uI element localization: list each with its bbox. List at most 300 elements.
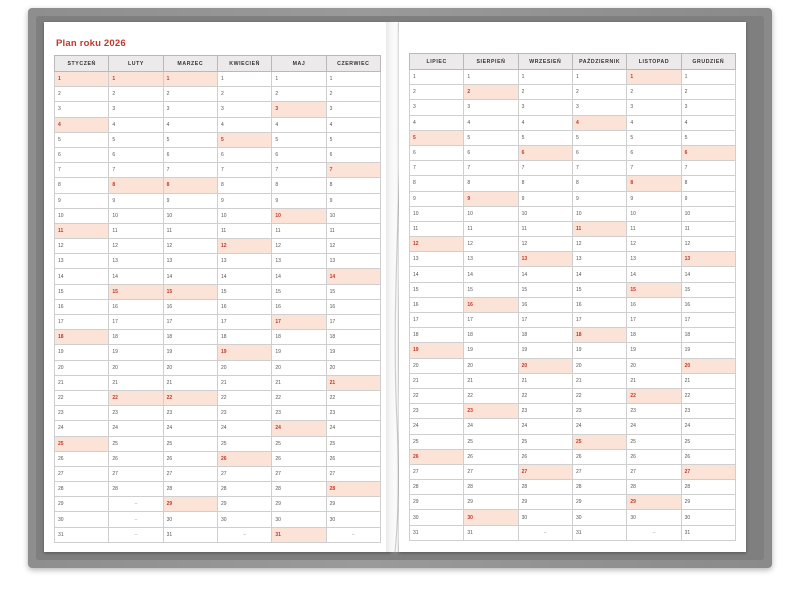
day-cell[interactable]: 2 — [109, 87, 163, 102]
day-cell[interactable]: 4 — [572, 115, 626, 130]
day-cell[interactable]: 15 — [326, 284, 380, 299]
day-cell[interactable]: 14 — [572, 267, 626, 282]
day-cell[interactable]: 16 — [55, 299, 109, 314]
day-cell[interactable]: 13 — [272, 254, 326, 269]
day-cell[interactable]: 6 — [272, 147, 326, 162]
day-cell[interactable]: 27 — [272, 466, 326, 481]
day-cell[interactable]: 15 — [55, 284, 109, 299]
day-cell[interactable]: 2 — [681, 85, 735, 100]
day-cell[interactable]: 26 — [55, 451, 109, 466]
day-cell[interactable]: 8 — [55, 178, 109, 193]
day-cell[interactable]: 2 — [572, 85, 626, 100]
day-cell[interactable]: 11 — [109, 223, 163, 238]
day-cell[interactable]: 2 — [163, 87, 217, 102]
day-cell[interactable]: 21 — [572, 373, 626, 388]
day-cell[interactable]: 7 — [217, 163, 271, 178]
day-cell[interactable]: 10 — [217, 208, 271, 223]
day-cell[interactable]: 26 — [326, 451, 380, 466]
day-cell[interactable]: 25 — [163, 436, 217, 451]
day-cell[interactable]: 20 — [272, 360, 326, 375]
day-cell[interactable]: 8 — [217, 178, 271, 193]
day-cell[interactable]: 18 — [217, 330, 271, 345]
day-cell[interactable]: 22 — [326, 390, 380, 405]
day-cell[interactable]: 29 — [55, 497, 109, 512]
day-cell[interactable]: 24 — [627, 419, 681, 434]
day-cell[interactable]: 4 — [518, 115, 572, 130]
day-cell[interactable]: 19 — [55, 345, 109, 360]
day-cell[interactable]: 17 — [627, 313, 681, 328]
day-cell[interactable]: 20 — [572, 358, 626, 373]
day-cell[interactable]: 14 — [109, 269, 163, 284]
day-cell[interactable]: 3 — [572, 100, 626, 115]
day-cell[interactable]: 23 — [55, 406, 109, 421]
day-cell[interactable]: 11 — [572, 221, 626, 236]
day-cell[interactable]: 11 — [464, 221, 518, 236]
day-cell[interactable]: 25 — [681, 434, 735, 449]
day-cell[interactable]: 10 — [464, 206, 518, 221]
day-cell[interactable]: 23 — [518, 404, 572, 419]
day-cell[interactable]: 11 — [518, 221, 572, 236]
day-cell[interactable]: 13 — [55, 254, 109, 269]
day-cell[interactable]: 28 — [55, 482, 109, 497]
day-cell[interactable]: – — [217, 527, 271, 542]
day-cell[interactable]: 4 — [681, 115, 735, 130]
day-cell[interactable]: 25 — [572, 434, 626, 449]
day-cell[interactable]: 31 — [572, 525, 626, 540]
day-cell[interactable]: 19 — [109, 345, 163, 360]
day-cell[interactable]: 7 — [681, 161, 735, 176]
day-cell[interactable]: 11 — [627, 221, 681, 236]
day-cell[interactable]: 3 — [464, 100, 518, 115]
day-cell[interactable]: 9 — [518, 191, 572, 206]
day-cell[interactable]: 1 — [272, 72, 326, 87]
day-cell[interactable]: 3 — [109, 102, 163, 117]
day-cell[interactable]: 18 — [55, 330, 109, 345]
day-cell[interactable]: 28 — [627, 480, 681, 495]
day-cell[interactable]: 23 — [272, 406, 326, 421]
day-cell[interactable]: 19 — [572, 343, 626, 358]
day-cell[interactable]: 30 — [163, 512, 217, 527]
day-cell[interactable]: 31 — [272, 527, 326, 542]
day-cell[interactable]: 15 — [109, 284, 163, 299]
day-cell[interactable]: 26 — [410, 449, 464, 464]
day-cell[interactable]: 19 — [627, 343, 681, 358]
day-cell[interactable]: 24 — [272, 421, 326, 436]
day-cell[interactable]: 12 — [272, 239, 326, 254]
day-cell[interactable]: 1 — [464, 70, 518, 85]
day-cell[interactable]: 10 — [627, 206, 681, 221]
day-cell[interactable]: 29 — [272, 497, 326, 512]
day-cell[interactable]: 26 — [518, 449, 572, 464]
day-cell[interactable]: 14 — [163, 269, 217, 284]
day-cell[interactable]: 4 — [163, 117, 217, 132]
day-cell[interactable]: 20 — [681, 358, 735, 373]
day-cell[interactable]: 19 — [272, 345, 326, 360]
day-cell[interactable]: 27 — [55, 466, 109, 481]
day-cell[interactable]: 13 — [518, 252, 572, 267]
day-cell[interactable]: 20 — [518, 358, 572, 373]
day-cell[interactable]: 1 — [627, 70, 681, 85]
day-cell[interactable]: 1 — [518, 70, 572, 85]
day-cell[interactable]: 4 — [326, 117, 380, 132]
day-cell[interactable]: 5 — [326, 132, 380, 147]
day-cell[interactable]: 15 — [464, 282, 518, 297]
day-cell[interactable]: 4 — [272, 117, 326, 132]
day-cell[interactable]: 1 — [217, 72, 271, 87]
day-cell[interactable]: 24 — [572, 419, 626, 434]
day-cell[interactable]: 22 — [272, 390, 326, 405]
day-cell[interactable]: 19 — [464, 343, 518, 358]
day-cell[interactable]: 13 — [572, 252, 626, 267]
day-cell[interactable]: 7 — [518, 161, 572, 176]
day-cell[interactable]: 23 — [681, 404, 735, 419]
day-cell[interactable]: 30 — [217, 512, 271, 527]
day-cell[interactable]: 16 — [464, 297, 518, 312]
day-cell[interactable]: 22 — [681, 388, 735, 403]
day-cell[interactable]: 19 — [681, 343, 735, 358]
day-cell[interactable]: 6 — [217, 147, 271, 162]
day-cell[interactable]: 26 — [464, 449, 518, 464]
day-cell[interactable]: 14 — [55, 269, 109, 284]
day-cell[interactable]: 29 — [572, 495, 626, 510]
day-cell[interactable]: 21 — [163, 375, 217, 390]
day-cell[interactable]: 31 — [163, 527, 217, 542]
day-cell[interactable]: 20 — [627, 358, 681, 373]
day-cell[interactable]: 1 — [55, 72, 109, 87]
day-cell[interactable]: 13 — [410, 252, 464, 267]
day-cell[interactable]: 4 — [464, 115, 518, 130]
day-cell[interactable]: 14 — [272, 269, 326, 284]
day-cell[interactable]: 9 — [217, 193, 271, 208]
day-cell[interactable]: 9 — [410, 191, 464, 206]
day-cell[interactable]: 24 — [410, 419, 464, 434]
day-cell[interactable]: 20 — [410, 358, 464, 373]
day-cell[interactable]: 20 — [163, 360, 217, 375]
day-cell[interactable]: 13 — [217, 254, 271, 269]
day-cell[interactable]: 31 — [55, 527, 109, 542]
day-cell[interactable]: 29 — [326, 497, 380, 512]
day-cell[interactable]: 6 — [572, 145, 626, 160]
day-cell[interactable]: 3 — [326, 102, 380, 117]
day-cell[interactable]: 3 — [55, 102, 109, 117]
day-cell[interactable]: 19 — [163, 345, 217, 360]
day-cell[interactable]: 9 — [681, 191, 735, 206]
day-cell[interactable]: 30 — [572, 510, 626, 525]
day-cell[interactable]: 25 — [272, 436, 326, 451]
day-cell[interactable]: 26 — [681, 449, 735, 464]
day-cell[interactable]: 12 — [217, 239, 271, 254]
day-cell[interactable]: 4 — [109, 117, 163, 132]
day-cell[interactable]: 25 — [518, 434, 572, 449]
day-cell[interactable]: 18 — [681, 328, 735, 343]
day-cell[interactable]: 15 — [681, 282, 735, 297]
day-cell[interactable]: 13 — [464, 252, 518, 267]
day-cell[interactable]: 23 — [572, 404, 626, 419]
day-cell[interactable]: 11 — [272, 223, 326, 238]
day-cell[interactable]: 22 — [55, 390, 109, 405]
day-cell[interactable]: 31 — [681, 525, 735, 540]
day-cell[interactable]: 18 — [109, 330, 163, 345]
day-cell[interactable]: 9 — [272, 193, 326, 208]
day-cell[interactable]: 23 — [109, 406, 163, 421]
day-cell[interactable]: 16 — [109, 299, 163, 314]
day-cell[interactable]: – — [627, 525, 681, 540]
day-cell[interactable]: 13 — [326, 254, 380, 269]
day-cell[interactable]: 21 — [272, 375, 326, 390]
day-cell[interactable]: – — [109, 497, 163, 512]
day-cell[interactable]: 28 — [464, 480, 518, 495]
day-cell[interactable]: 18 — [326, 330, 380, 345]
day-cell[interactable]: 13 — [681, 252, 735, 267]
day-cell[interactable]: 16 — [272, 299, 326, 314]
day-cell[interactable]: – — [109, 527, 163, 542]
day-cell[interactable]: 14 — [326, 269, 380, 284]
day-cell[interactable]: 30 — [464, 510, 518, 525]
day-cell[interactable]: 7 — [109, 163, 163, 178]
day-cell[interactable]: 25 — [109, 436, 163, 451]
day-cell[interactable]: 7 — [572, 161, 626, 176]
day-cell[interactable]: 8 — [464, 176, 518, 191]
day-cell[interactable]: 9 — [326, 193, 380, 208]
day-cell[interactable]: 9 — [464, 191, 518, 206]
day-cell[interactable]: 10 — [163, 208, 217, 223]
day-cell[interactable]: 16 — [627, 297, 681, 312]
day-cell[interactable]: 17 — [272, 315, 326, 330]
day-cell[interactable]: 23 — [410, 404, 464, 419]
day-cell[interactable]: 20 — [217, 360, 271, 375]
day-cell[interactable]: 29 — [681, 495, 735, 510]
day-cell[interactable]: 24 — [217, 421, 271, 436]
day-cell[interactable]: 17 — [326, 315, 380, 330]
day-cell[interactable]: 29 — [163, 497, 217, 512]
day-cell[interactable]: 15 — [217, 284, 271, 299]
day-cell[interactable]: 27 — [518, 464, 572, 479]
day-cell[interactable]: 9 — [627, 191, 681, 206]
day-cell[interactable]: 10 — [272, 208, 326, 223]
day-cell[interactable]: – — [518, 525, 572, 540]
day-cell[interactable]: 16 — [518, 297, 572, 312]
day-cell[interactable]: 31 — [464, 525, 518, 540]
day-cell[interactable]: 11 — [55, 223, 109, 238]
day-cell[interactable]: 10 — [55, 208, 109, 223]
day-cell[interactable]: 22 — [572, 388, 626, 403]
day-cell[interactable]: 2 — [326, 87, 380, 102]
day-cell[interactable]: 21 — [518, 373, 572, 388]
day-cell[interactable]: 27 — [217, 466, 271, 481]
day-cell[interactable]: 23 — [464, 404, 518, 419]
day-cell[interactable]: 6 — [109, 147, 163, 162]
day-cell[interactable]: 28 — [163, 482, 217, 497]
day-cell[interactable]: 6 — [163, 147, 217, 162]
day-cell[interactable]: 17 — [163, 315, 217, 330]
day-cell[interactable]: 15 — [272, 284, 326, 299]
day-cell[interactable]: 21 — [217, 375, 271, 390]
day-cell[interactable]: 2 — [410, 85, 464, 100]
day-cell[interactable]: 8 — [163, 178, 217, 193]
day-cell[interactable]: 11 — [326, 223, 380, 238]
day-cell[interactable]: 17 — [518, 313, 572, 328]
day-cell[interactable]: – — [109, 512, 163, 527]
day-cell[interactable]: 30 — [55, 512, 109, 527]
day-cell[interactable]: 1 — [109, 72, 163, 87]
day-cell[interactable]: 27 — [326, 466, 380, 481]
day-cell[interactable]: 17 — [681, 313, 735, 328]
day-cell[interactable]: 6 — [518, 145, 572, 160]
day-cell[interactable]: 2 — [217, 87, 271, 102]
day-cell[interactable]: 30 — [326, 512, 380, 527]
day-cell[interactable]: 21 — [464, 373, 518, 388]
day-cell[interactable]: 18 — [518, 328, 572, 343]
day-cell[interactable]: 5 — [518, 130, 572, 145]
day-cell[interactable]: 27 — [410, 464, 464, 479]
day-cell[interactable]: 1 — [326, 72, 380, 87]
day-cell[interactable]: 30 — [272, 512, 326, 527]
day-cell[interactable]: 27 — [163, 466, 217, 481]
day-cell[interactable]: 7 — [163, 163, 217, 178]
day-cell[interactable]: 5 — [163, 132, 217, 147]
day-cell[interactable]: 28 — [410, 480, 464, 495]
day-cell[interactable]: 25 — [55, 436, 109, 451]
day-cell[interactable]: 20 — [55, 360, 109, 375]
day-cell[interactable]: 29 — [217, 497, 271, 512]
day-cell[interactable]: 27 — [681, 464, 735, 479]
day-cell[interactable]: 11 — [681, 221, 735, 236]
day-cell[interactable]: 9 — [572, 191, 626, 206]
day-cell[interactable]: 16 — [326, 299, 380, 314]
day-cell[interactable]: 28 — [217, 482, 271, 497]
day-cell[interactable]: 26 — [272, 451, 326, 466]
day-cell[interactable]: 27 — [464, 464, 518, 479]
day-cell[interactable]: 3 — [272, 102, 326, 117]
day-cell[interactable]: 5 — [572, 130, 626, 145]
day-cell[interactable]: 12 — [326, 239, 380, 254]
day-cell[interactable]: 4 — [55, 117, 109, 132]
day-cell[interactable]: 12 — [163, 239, 217, 254]
day-cell[interactable]: 23 — [163, 406, 217, 421]
day-cell[interactable]: 17 — [410, 313, 464, 328]
day-cell[interactable]: 27 — [627, 464, 681, 479]
day-cell[interactable]: 12 — [681, 237, 735, 252]
day-cell[interactable]: 7 — [464, 161, 518, 176]
day-cell[interactable]: 20 — [326, 360, 380, 375]
day-cell[interactable]: 2 — [55, 87, 109, 102]
day-cell[interactable]: 3 — [518, 100, 572, 115]
day-cell[interactable]: 25 — [217, 436, 271, 451]
day-cell[interactable]: 10 — [518, 206, 572, 221]
day-cell[interactable]: 7 — [55, 163, 109, 178]
day-cell[interactable]: 2 — [272, 87, 326, 102]
day-cell[interactable]: 8 — [109, 178, 163, 193]
day-cell[interactable]: 13 — [627, 252, 681, 267]
day-cell[interactable]: 22 — [627, 388, 681, 403]
day-cell[interactable]: 18 — [627, 328, 681, 343]
day-cell[interactable]: 28 — [681, 480, 735, 495]
day-cell[interactable]: 21 — [627, 373, 681, 388]
day-cell[interactable]: 14 — [518, 267, 572, 282]
day-cell[interactable]: 14 — [217, 269, 271, 284]
day-cell[interactable]: 23 — [627, 404, 681, 419]
day-cell[interactable]: 23 — [217, 406, 271, 421]
day-cell[interactable]: 17 — [55, 315, 109, 330]
day-cell[interactable]: 3 — [681, 100, 735, 115]
day-cell[interactable]: 29 — [518, 495, 572, 510]
day-cell[interactable]: 15 — [627, 282, 681, 297]
day-cell[interactable]: 5 — [410, 130, 464, 145]
day-cell[interactable]: 21 — [681, 373, 735, 388]
day-cell[interactable]: 4 — [627, 115, 681, 130]
day-cell[interactable]: 3 — [163, 102, 217, 117]
day-cell[interactable]: – — [326, 527, 380, 542]
day-cell[interactable]: 8 — [627, 176, 681, 191]
day-cell[interactable]: 16 — [681, 297, 735, 312]
day-cell[interactable]: 25 — [627, 434, 681, 449]
day-cell[interactable]: 26 — [572, 449, 626, 464]
day-cell[interactable]: 18 — [163, 330, 217, 345]
day-cell[interactable]: 6 — [627, 145, 681, 160]
day-cell[interactable]: 10 — [410, 206, 464, 221]
day-cell[interactable]: 17 — [217, 315, 271, 330]
day-cell[interactable]: 8 — [326, 178, 380, 193]
day-cell[interactable]: 22 — [109, 390, 163, 405]
day-cell[interactable]: 25 — [464, 434, 518, 449]
day-cell[interactable]: 16 — [217, 299, 271, 314]
day-cell[interactable]: 3 — [410, 100, 464, 115]
day-cell[interactable]: 22 — [518, 388, 572, 403]
day-cell[interactable]: 18 — [272, 330, 326, 345]
day-cell[interactable]: 24 — [109, 421, 163, 436]
day-cell[interactable]: 28 — [272, 482, 326, 497]
day-cell[interactable]: 12 — [109, 239, 163, 254]
day-cell[interactable]: 8 — [572, 176, 626, 191]
day-cell[interactable]: 24 — [326, 421, 380, 436]
day-cell[interactable]: 1 — [163, 72, 217, 87]
day-cell[interactable]: 10 — [109, 208, 163, 223]
day-cell[interactable]: 9 — [163, 193, 217, 208]
day-cell[interactable]: 25 — [326, 436, 380, 451]
day-cell[interactable]: 22 — [410, 388, 464, 403]
day-cell[interactable]: 12 — [572, 237, 626, 252]
day-cell[interactable]: 7 — [326, 163, 380, 178]
day-cell[interactable]: 27 — [572, 464, 626, 479]
day-cell[interactable]: 17 — [109, 315, 163, 330]
day-cell[interactable]: 13 — [109, 254, 163, 269]
day-cell[interactable]: 21 — [109, 375, 163, 390]
day-cell[interactable]: 18 — [572, 328, 626, 343]
day-cell[interactable]: 7 — [410, 161, 464, 176]
day-cell[interactable]: 15 — [572, 282, 626, 297]
day-cell[interactable]: 5 — [464, 130, 518, 145]
day-cell[interactable]: 5 — [681, 130, 735, 145]
day-cell[interactable]: 5 — [55, 132, 109, 147]
day-cell[interactable]: 29 — [627, 495, 681, 510]
day-cell[interactable]: 24 — [464, 419, 518, 434]
day-cell[interactable]: 22 — [163, 390, 217, 405]
day-cell[interactable]: 6 — [326, 147, 380, 162]
day-cell[interactable]: 1 — [681, 70, 735, 85]
day-cell[interactable]: 24 — [518, 419, 572, 434]
day-cell[interactable]: 2 — [627, 85, 681, 100]
day-cell[interactable]: 14 — [464, 267, 518, 282]
day-cell[interactable]: 29 — [410, 495, 464, 510]
day-cell[interactable]: 28 — [518, 480, 572, 495]
day-cell[interactable]: 20 — [464, 358, 518, 373]
day-cell[interactable]: 20 — [109, 360, 163, 375]
day-cell[interactable]: 4 — [410, 115, 464, 130]
day-cell[interactable]: 31 — [410, 525, 464, 540]
day-cell[interactable]: 21 — [410, 373, 464, 388]
day-cell[interactable]: 16 — [572, 297, 626, 312]
day-cell[interactable]: 26 — [627, 449, 681, 464]
